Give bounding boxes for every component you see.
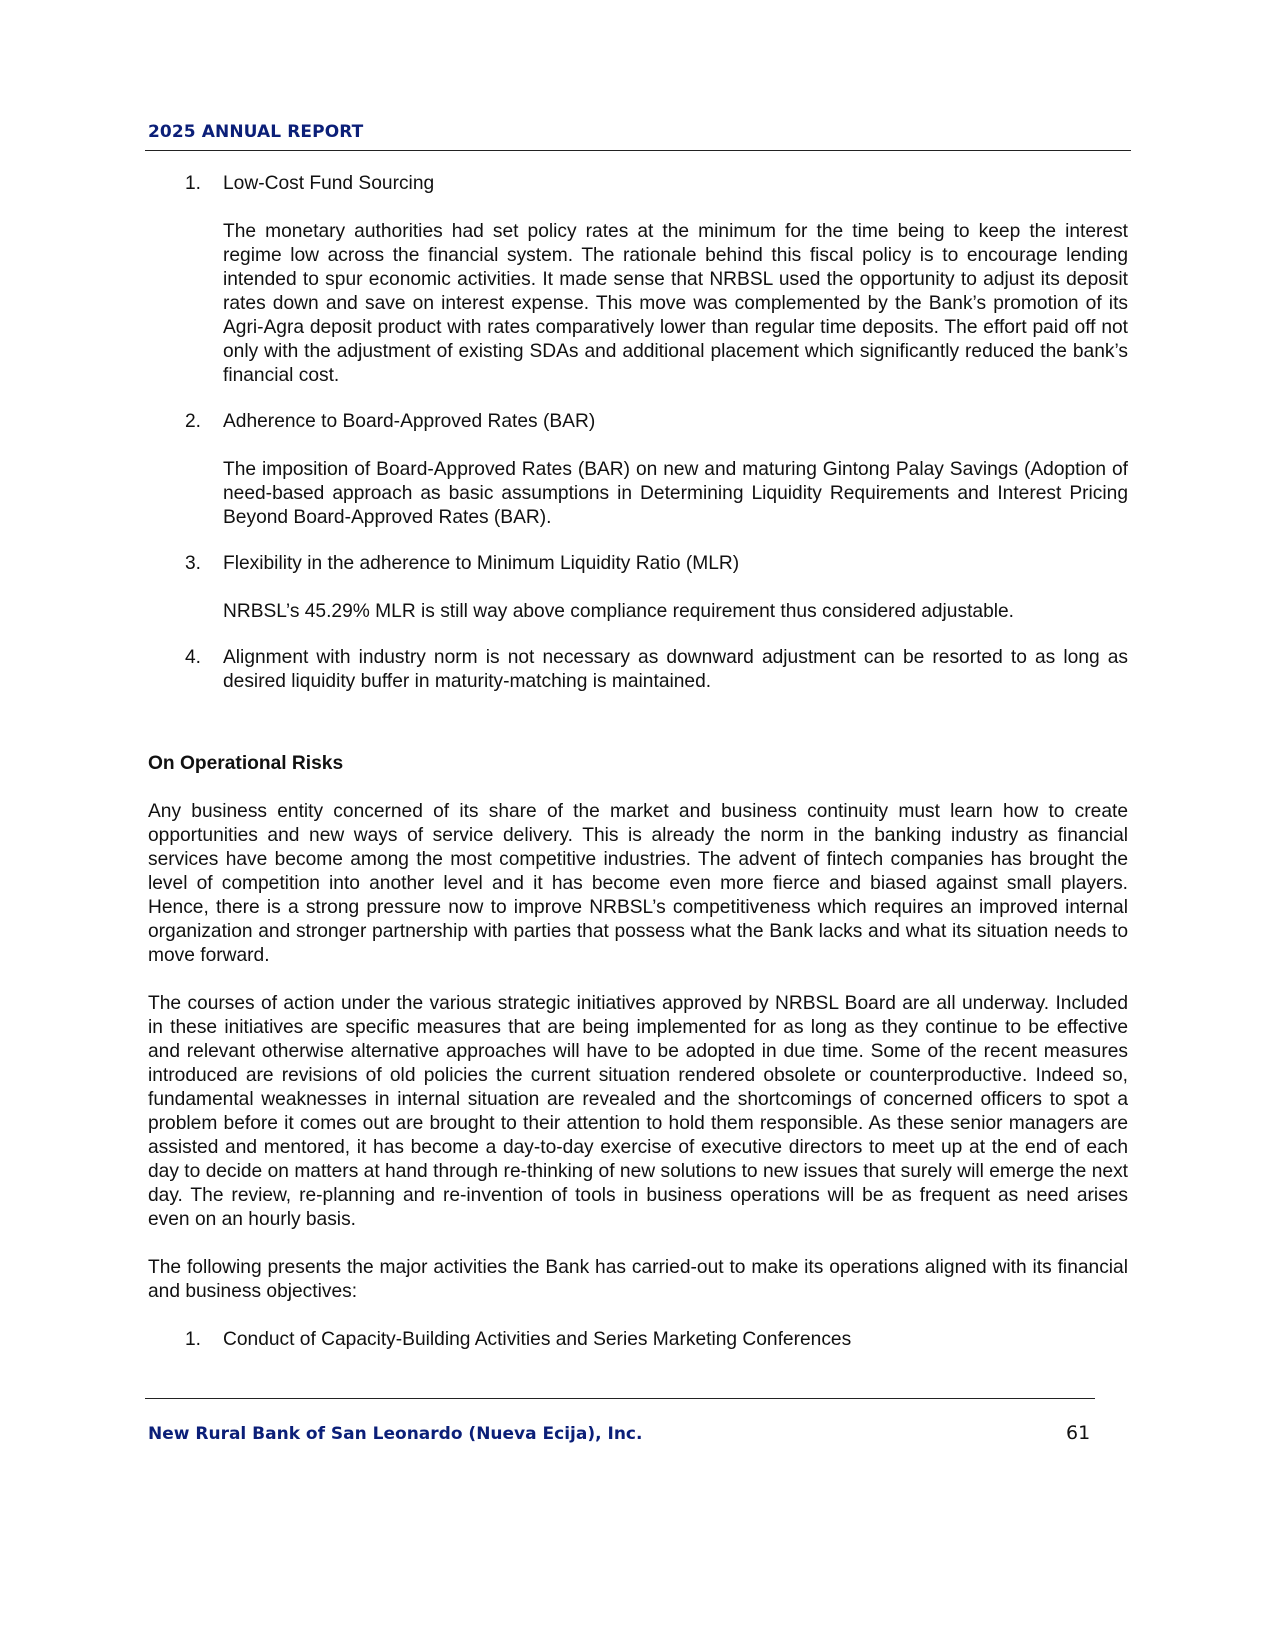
footer-divider: [145, 1398, 1095, 1399]
page-content: [148, 172, 1128, 1374]
section-heading: On Operational Risks: [148, 753, 344, 774]
header-divider: [145, 150, 1131, 151]
list-item-title: Conduct of Capacity-Building Activities and Series Marketing Conferences: [223, 1329, 852, 1350]
liquidity-measures-list: [148, 172, 1128, 694]
list-item-body: The imposition of Board-Approved Rates (BAR) on new and maturing Gintong Palay Savings (Adoption of need-based approach as basic assumptions in Determining Liquidity Requirements and Interest Pricing Beyond Board-Approved Rates (BAR).: [223, 459, 1128, 528]
body-paragraph: The courses of action under the various strategic initiatives approved by NRBSL Board are all underway. Included in these initiatives are specific measures that are being implemented for as long as they continue to be effective and relevant otherwise alternative approaches will have to be adopted in due time. Some of the recent measures introduced are revisions of old policies the current situation rendered obsolete or counterproductive. Indeed so, fundamental weaknesses in internal situation are revealed and the shortcomings of concerned officers to spot a problem before it comes out are brought to their attention to hold them responsible. As these senior managers are assisted and mentored, it has become a day-to-day exercise of executive directors to meet up at the end of each day to decide on matters at hand through re-thinking of new solutions to new issues that surely will emerge the next day. The review, re-planning and re-invention of tools in business operations will be as frequent as need arises even on an hourly basis.: [148, 993, 1128, 1230]
list-item-number: 1.: [185, 173, 202, 194]
list-item: [148, 172, 1128, 388]
list-item-body: NRBSL’s 45.29% MLR is still way above compliance requirement thus considered adjustable.: [223, 601, 1015, 622]
list-item: [148, 410, 1128, 530]
list-item-title: Adherence to Board-Approved Rates (BAR): [223, 411, 596, 432]
list-item-number: 1.: [185, 1329, 202, 1350]
list-item-number: 3.: [185, 553, 202, 574]
body-paragraph: Any business entity concerned of its share of the market and business continuity must learn how to create opportunities and new ways of service delivery. This is already the norm in the banking industry as financial services have become among the most competitive industries. The advent of fintech companies has brought the level of competition into another level and it has become even more fierce and biased against small players. Hence, there is a strong pressure now to improve NRBSL’s competitiveness which requires an improved internal organization and stronger partnership with parties that possess what the Bank lacks and what its situation needs to move forward.: [148, 801, 1128, 966]
list-item-number: 4.: [185, 647, 202, 668]
list-item: [148, 552, 1128, 624]
body-paragraph: The following presents the major activities the Bank has carried-out to make its operations aligned with its financial and business objectives:: [148, 1257, 1128, 1302]
list-item-title: Flexibility in the adherence to Minimum Liquidity Ratio (MLR): [223, 553, 740, 574]
page-number: 61: [1066, 1422, 1091, 1444]
footer-bank-name: New Rural Bank of San Leonardo (Nueva Ecija), Inc.: [148, 1424, 643, 1444]
list-item-title: Low-Cost Fund Sourcing: [223, 173, 435, 194]
report-header-title: 2025 ANNUAL REPORT: [148, 122, 364, 142]
list-item: [148, 1328, 1128, 1352]
list-item: [148, 646, 1128, 694]
list-item-number: 2.: [185, 411, 202, 432]
list-item-body: The monetary authorities had set policy rates at the minimum for the time being to keep the interest regime low across the financial system. The rationale behind this fiscal policy is to encourage lending intended to spur economic activities. It made sense that NRBSL used the opportunity to adjust its deposit rates down and save on interest expense. This move was complemented by the Bank’s promotion of its Agri-Agra deposit product with rates comparatively lower than regular time deposits. The effort paid off not only with the adjustment of existing SDAs and additional placement which significantly reduced the bank’s financial cost.: [223, 221, 1128, 386]
activities-list: [148, 1328, 1128, 1352]
list-item-title: Alignment with industry norm is not necessary as downward adjustment can be resorted to as long as desired liquidity buffer in maturity-matching is maintained.: [223, 647, 1128, 692]
